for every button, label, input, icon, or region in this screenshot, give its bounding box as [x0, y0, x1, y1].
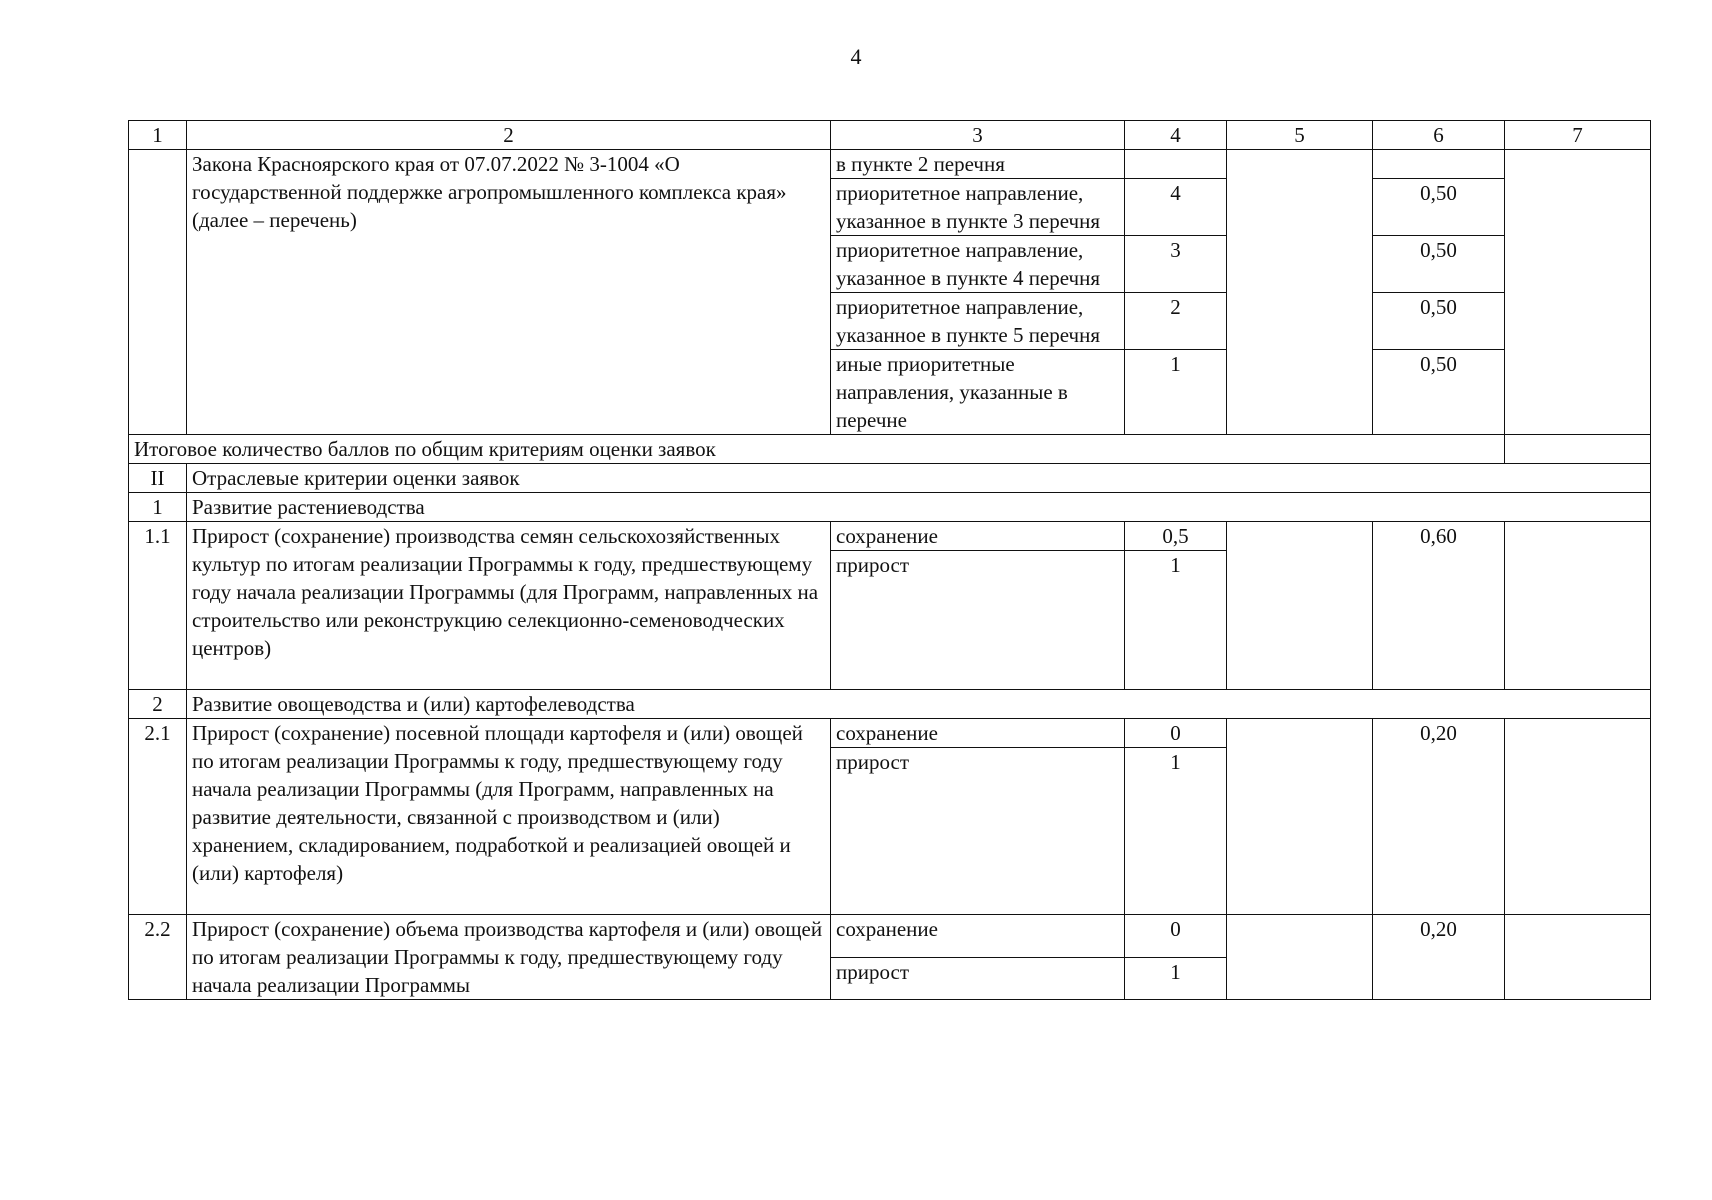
- empty-cell: [1505, 435, 1651, 464]
- empty-cell: [1505, 150, 1651, 435]
- table-row: [129, 522, 1651, 551]
- table-row: [129, 150, 1651, 179]
- score-cell: 1: [1125, 551, 1227, 690]
- score-cell: [1125, 150, 1227, 179]
- criterion-cell: Закона Красноярского края от 07.07.2022 № 3-1004 «О государственной поддержке агропромышленного комплекса края» (далее – перечень): [187, 150, 831, 435]
- subsection-number: 1: [129, 493, 187, 522]
- score-cell: 0,5: [1125, 522, 1227, 551]
- option-cell: сохранение: [831, 719, 1125, 748]
- option-cell: в пункте 2 перечня: [831, 150, 1125, 179]
- weight-cell: 0,50: [1373, 236, 1505, 293]
- score-cell: 4: [1125, 179, 1227, 236]
- option-cell: сохранение: [831, 522, 1125, 551]
- column-header-row: [129, 121, 1651, 150]
- column-header: 5: [1227, 121, 1373, 150]
- weight-cell: 0,50: [1373, 350, 1505, 435]
- subsection-title: Развитие овощеводства и (или) картофелеводства: [187, 690, 1651, 719]
- total-label: Итоговое количество баллов по общим критериям оценки заявок: [129, 435, 1505, 464]
- weight-cell: [1373, 150, 1505, 179]
- option-cell: прирост: [831, 957, 1125, 1000]
- weight-cell: 0,60: [1373, 522, 1505, 690]
- empty-cell: [1227, 719, 1373, 915]
- score-cell: 2: [1125, 293, 1227, 350]
- score-cell: 3: [1125, 236, 1227, 293]
- total-row: [129, 435, 1651, 464]
- row-number-cell: 2.2: [129, 915, 187, 1000]
- table-row: [129, 915, 1651, 958]
- empty-cell: [1505, 915, 1651, 1000]
- empty-cell: [1505, 719, 1651, 915]
- subsection-row: [129, 690, 1651, 719]
- table-row: [129, 719, 1651, 748]
- option-cell: приоритетное направление, указанное в пункте 3 перечня: [831, 179, 1125, 236]
- section-title: Отраслевые критерии оценки заявок: [187, 464, 1651, 493]
- weight-cell: 0,50: [1373, 179, 1505, 236]
- subsection-row: [129, 493, 1651, 522]
- criteria-table: [128, 120, 1651, 1000]
- score-cell: 0: [1125, 719, 1227, 748]
- row-number-cell: [129, 150, 187, 435]
- score-cell: 1: [1125, 748, 1227, 915]
- weight-cell: 0,50: [1373, 293, 1505, 350]
- option-cell: сохранение: [831, 915, 1125, 958]
- empty-cell: [1505, 522, 1651, 690]
- section-row: [129, 464, 1651, 493]
- criterion-cell: Прирост (сохранение) посевной площади картофеля и (или) овощей по итогам реализации Программы к году, предшествующему году начала реализации Программы (для Программ, направленных на развитие деятельности, связанной с производством и (или) хранением, складированием, подработкой и реализацией овощей и (или) картофеля): [187, 719, 831, 915]
- column-header: 3: [831, 121, 1125, 150]
- option-cell: прирост: [831, 551, 1125, 690]
- weight-cell: 0,20: [1373, 719, 1505, 915]
- empty-cell: [1227, 915, 1373, 1000]
- score-cell: 0: [1125, 915, 1227, 958]
- criterion-cell: Прирост (сохранение) производства семян сельскохозяйственных культур по итогам реализации Программы к году, предшествующему году начала реализации Программы (для Программ, направленных на строительство или реконструкцию селекционно-семеноводческих центров): [187, 522, 831, 690]
- option-cell: иные приоритетные направления, указанные в перечне: [831, 350, 1125, 435]
- option-cell: прирост: [831, 748, 1125, 915]
- option-cell: приоритетное направление, указанное в пункте 4 перечня: [831, 236, 1125, 293]
- column-header: 2: [187, 121, 831, 150]
- section-number: II: [129, 464, 187, 493]
- empty-cell: [1227, 150, 1373, 435]
- weight-cell: 0,20: [1373, 915, 1505, 1000]
- row-number-cell: 1.1: [129, 522, 187, 690]
- empty-cell: [1227, 522, 1373, 690]
- column-header: 6: [1373, 121, 1505, 150]
- subsection-number: 2: [129, 690, 187, 719]
- option-cell: приоритетное направление, указанное в пункте 5 перечня: [831, 293, 1125, 350]
- page-number: 4: [850, 44, 862, 69]
- subsection-title: Развитие растениеводства: [187, 493, 1651, 522]
- column-header: 7: [1505, 121, 1651, 150]
- criterion-cell: Прирост (сохранение) объема производства картофеля и (или) овощей по итогам реализации Программы к году, предшествующему году начала реализации Программы: [187, 915, 831, 1000]
- row-number-cell: 2.1: [129, 719, 187, 915]
- score-cell: 1: [1125, 957, 1227, 1000]
- score-cell: 1: [1125, 350, 1227, 435]
- column-header: 4: [1125, 121, 1227, 150]
- column-header: 1: [129, 121, 187, 150]
